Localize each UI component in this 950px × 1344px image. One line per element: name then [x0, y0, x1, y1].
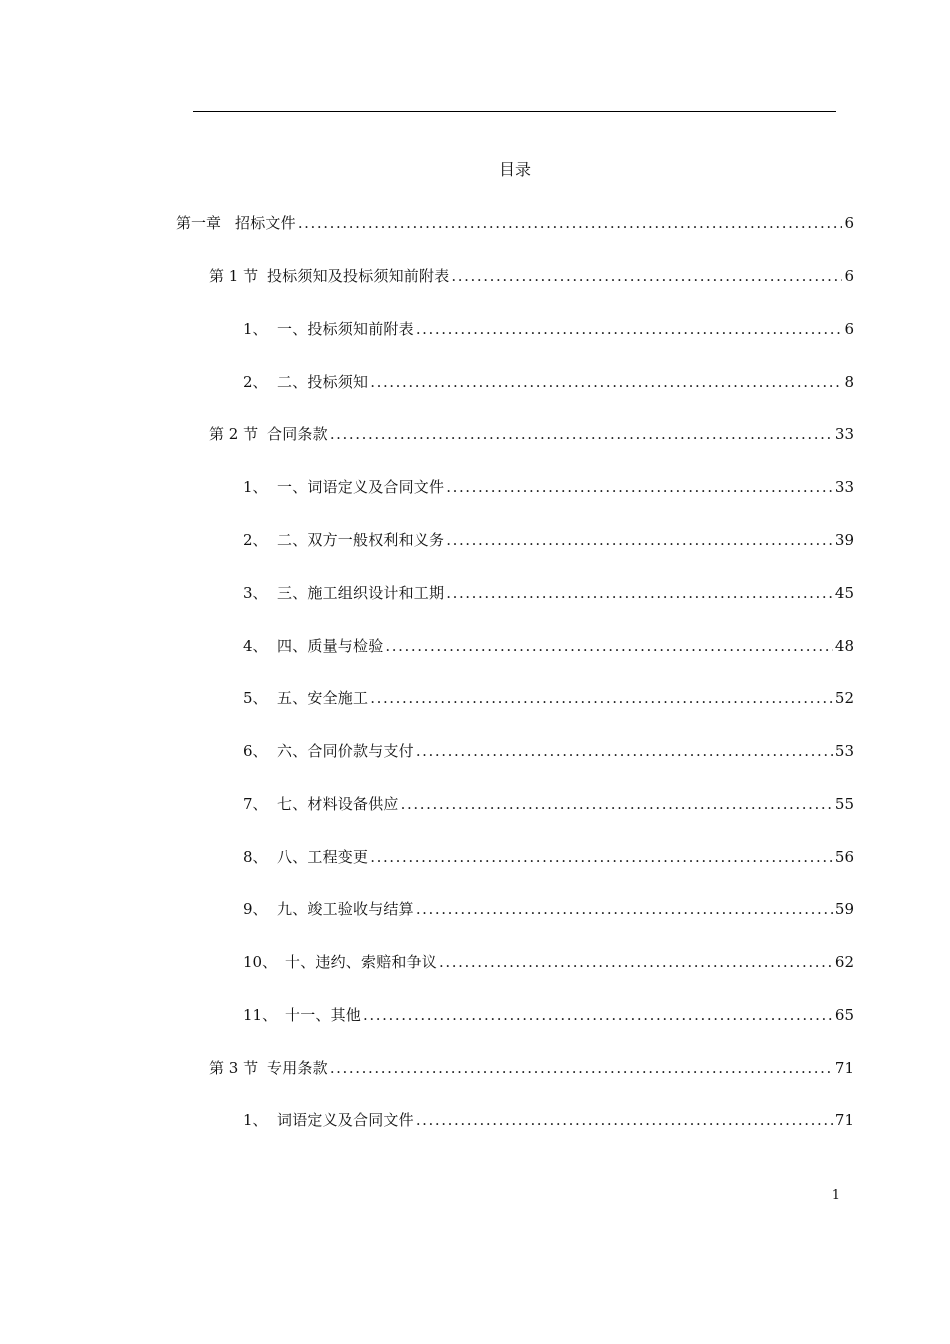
toc-entry-label: 合同条款 — [267, 425, 328, 443]
toc-entry-label: 专用条款 — [267, 1059, 328, 1077]
toc-entry-page: 6 — [844, 320, 854, 338]
toc-entry-label: 三、施工组织设计和工期 — [277, 584, 445, 602]
toc-entry-item[interactable] — [243, 739, 854, 763]
toc-title: 目录 — [498, 160, 531, 179]
toc-entry-label: 八、工程变更 — [277, 848, 369, 866]
toc-entry-page: 71 — [834, 1111, 854, 1129]
toc-entry-label: 十一、其他 — [285, 1006, 362, 1024]
toc-dot-leader — [416, 317, 843, 341]
toc-entry-label: 一、词语定义及合同文件 — [277, 478, 445, 496]
toc-entry-page: 6 — [844, 267, 854, 285]
toc-entry-label: 招标文件 — [235, 214, 296, 232]
toc-entry-label: 词语定义及合同文件 — [277, 1111, 414, 1129]
toc-entry-item[interactable] — [243, 897, 854, 921]
toc-dot-leader — [446, 581, 833, 605]
toc-dot-leader — [370, 845, 833, 869]
toc-entry-page: 8 — [844, 373, 854, 391]
toc-entry-number: 第 2 节 — [209, 425, 259, 443]
toc-entry-number: 第一章 — [176, 214, 222, 232]
toc-entry-page: 6 — [844, 214, 854, 232]
toc-entry-item[interactable] — [243, 845, 854, 869]
toc-entry-item[interactable] — [243, 528, 854, 552]
toc-dot-leader — [385, 634, 833, 658]
toc-entry-number: 6、 — [243, 742, 268, 760]
toc-entry-item[interactable] — [243, 317, 854, 341]
toc-entry-page: 55 — [834, 795, 854, 813]
toc-entry-label: 二、投标须知 — [277, 373, 369, 391]
toc-entry-number: 5、 — [243, 689, 268, 707]
toc-entry-page: 33 — [834, 478, 854, 496]
toc-entry-item[interactable] — [243, 792, 854, 816]
toc-entry-page: 65 — [834, 1006, 854, 1024]
toc-entry-number: 1、 — [243, 478, 268, 496]
toc-dot-leader — [451, 264, 842, 288]
toc-entry-page: 71 — [834, 1059, 854, 1077]
toc-entry-page: 48 — [834, 637, 854, 655]
toc-entry-page: 33 — [834, 425, 854, 443]
toc-entry-item[interactable] — [243, 634, 854, 658]
toc-entry-label: 五、安全施工 — [277, 689, 369, 707]
toc-dot-leader — [416, 1108, 833, 1132]
toc-dot-leader — [416, 897, 833, 921]
toc-entry-number: 1、 — [243, 1111, 268, 1129]
toc-entry-number: 4、 — [243, 637, 268, 655]
page-number: 1 — [831, 1188, 840, 1203]
toc-entry-number: 2、 — [243, 373, 268, 391]
toc-dot-leader — [446, 528, 833, 552]
toc-entry-page: 59 — [834, 900, 854, 918]
toc-dot-leader — [446, 475, 833, 499]
toc-dot-leader — [401, 792, 833, 816]
toc-entry-item[interactable] — [243, 686, 854, 710]
toc-entry-item[interactable] — [243, 581, 854, 605]
toc-entry-page: 52 — [834, 689, 854, 707]
toc-entry-item[interactable] — [243, 370, 854, 394]
toc-entry-number: 第 1 节 — [209, 267, 259, 285]
toc-entry-label: 十、违约、索赔和争议 — [285, 953, 438, 971]
toc-entry-section-2[interactable] — [209, 422, 854, 446]
toc-dot-leader — [416, 739, 833, 763]
toc-dot-leader — [370, 370, 842, 394]
toc-dot-leader — [439, 950, 833, 974]
toc-entry-page: 45 — [834, 584, 854, 602]
toc-entry-number: 7、 — [243, 795, 268, 813]
toc-entry-number: 第 3 节 — [209, 1059, 259, 1077]
toc-entry-section-3[interactable] — [209, 1056, 854, 1080]
toc-dot-leader — [370, 686, 833, 710]
toc-entry-label: 九、竣工验收与结算 — [277, 900, 414, 918]
toc-entry-label: 投标须知及投标须知前附表 — [267, 267, 450, 285]
toc-entry-number: 1、 — [243, 320, 268, 338]
toc-entry-page: 56 — [834, 848, 854, 866]
toc-entry-item[interactable] — [243, 1108, 854, 1132]
toc-dot-leader — [363, 1003, 833, 1027]
toc-entry-chapter-1[interactable] — [176, 211, 854, 235]
toc-entry-number: 3、 — [243, 584, 268, 602]
toc-dot-leader — [330, 1056, 833, 1080]
toc-entry-number: 11、 — [243, 1006, 278, 1024]
toc-entry-page: 62 — [834, 953, 854, 971]
toc-entry-label: 六、合同价款与支付 — [277, 742, 414, 760]
toc-dot-leader — [298, 211, 843, 235]
toc-entry-item[interactable] — [243, 1003, 854, 1027]
toc-entry-page: 53 — [834, 742, 854, 760]
toc-entry-number: 2、 — [243, 531, 268, 549]
toc-entry-label: 四、质量与检验 — [277, 637, 384, 655]
toc-entry-item[interactable] — [243, 475, 854, 499]
toc-entry-number: 8、 — [243, 848, 268, 866]
toc-entry-number: 10、 — [243, 953, 278, 971]
toc-entry-page: 39 — [834, 531, 854, 549]
toc-entry-label: 一、投标须知前附表 — [277, 320, 414, 338]
toc-dot-leader — [330, 422, 833, 446]
toc-entry-section-1[interactable] — [209, 264, 854, 288]
toc-entry-label: 七、材料设备供应 — [277, 795, 399, 813]
toc-entry-label: 二、双方一般权利和义务 — [277, 531, 445, 549]
toc-entry-item[interactable] — [243, 950, 854, 974]
toc-entry-number: 9、 — [243, 900, 268, 918]
